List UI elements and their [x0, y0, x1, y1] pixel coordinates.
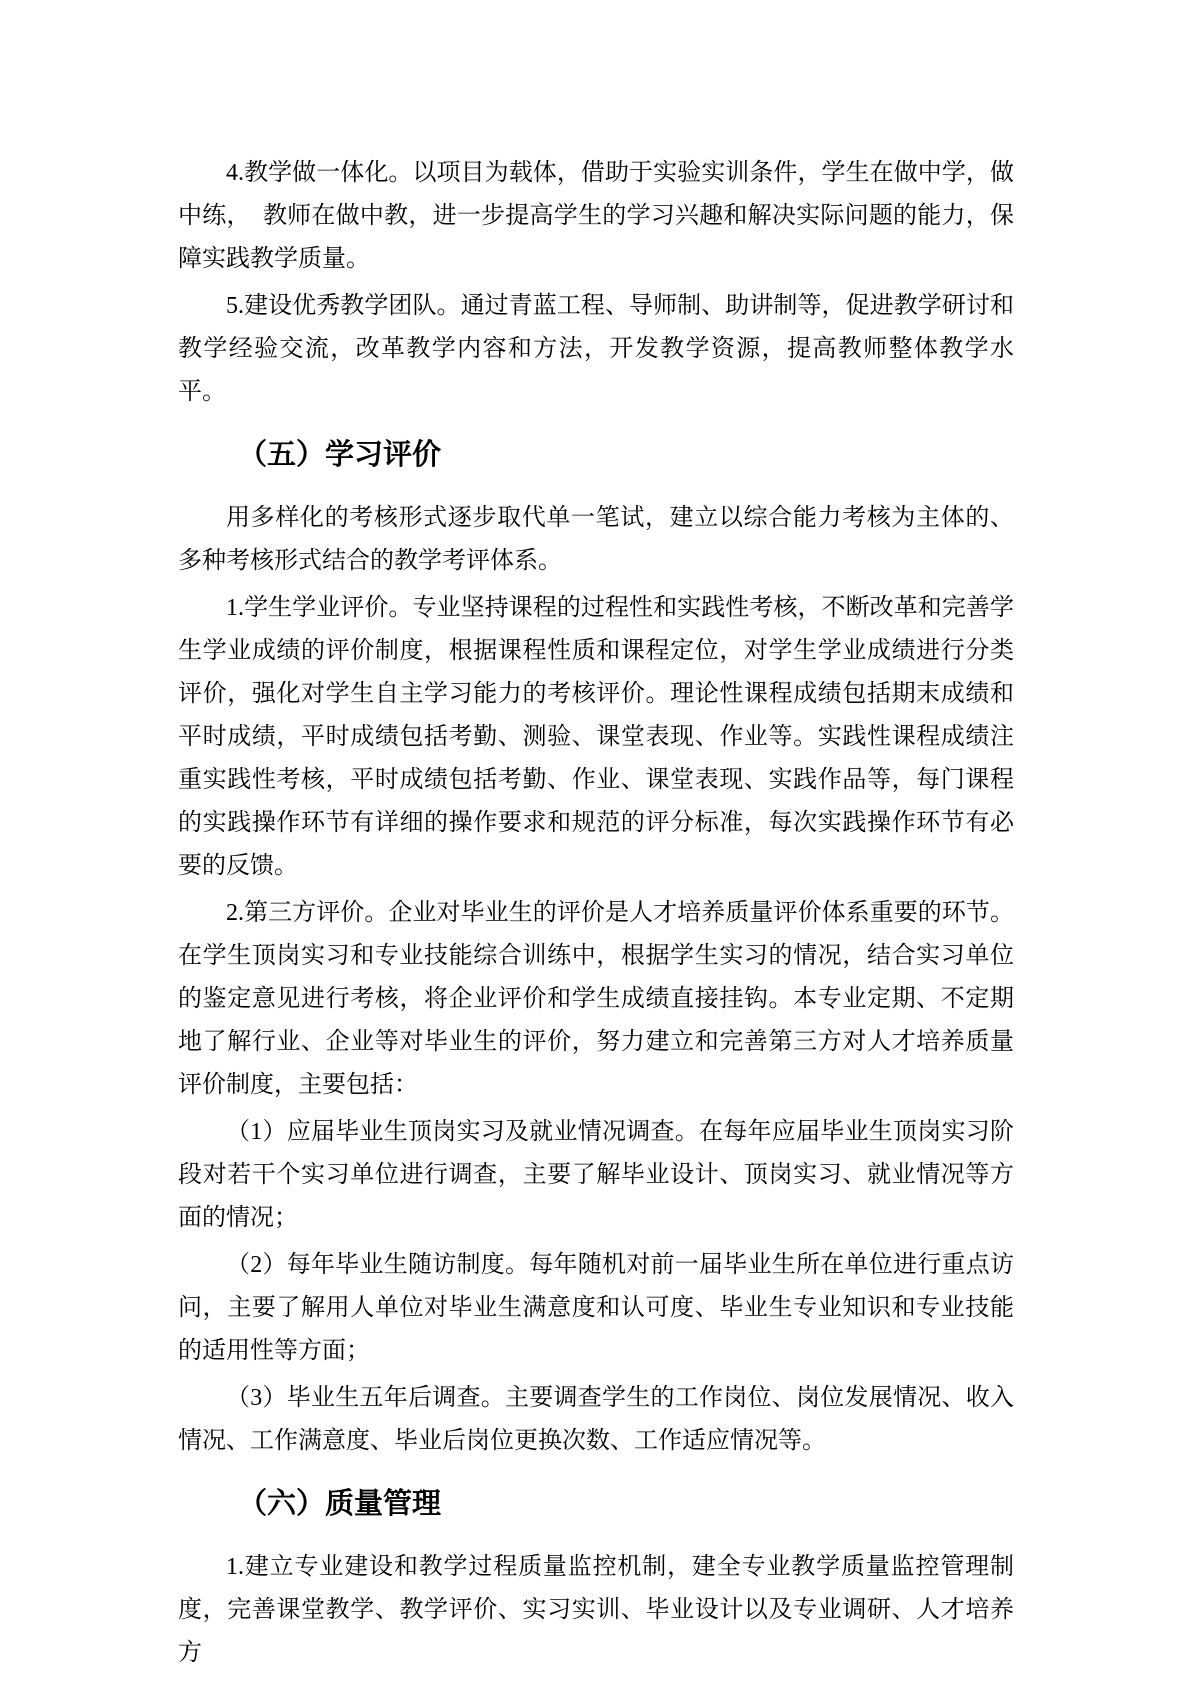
section-heading-5-learning-evaluation: （五）学习评价 [238, 439, 442, 471]
paragraph-excellent-teaching-team: 5.建设优秀教学团队。通过青蓝工程、导师制、助讲制等，促进教学研讨和教学经验交流，改革教学内容和方法，开发教学资源，提高教师整体教学水平。 [178, 293, 1014, 405]
paragraph-teaching-learning-doing-integration: 4.教学做一体化。以项目为载体，借助于实验实训条件，学生在做中学，做中练， 教师在做中教，进一步提高学生的学习兴趣和解决实际问题的能力，保障实践教学质量。 [178, 160, 1014, 272]
paragraph-quality-monitoring-mechanism: 1.建立专业建设和教学过程质量监控机制，建全专业教学质量监控管理制度，完善课堂教学、教学评价、实习实训、毕业设计以及专业调研、人才培养方 [178, 1554, 1014, 1666]
paragraph-student-academic-evaluation: 1.学生学业评价。专业坚持课程的过程性和实践性考核，不断改革和完善学生学业成绩的评价制度，根据课程性质和课程定位，对学生学业成绩进行分类评价，强化对学生自主学习能力的考核评价。理论性课程成绩包括期末成绩和平时成绩，平时成绩包括考勤、测验、课堂表现、作业等。实践性课程成绩注重实践性考核，平时成绩包括考勤、作业、课堂表现、实践作品等，每门课程的实践操作环节有详细的操作要求和规范的评分标准，每次实践操作环节有必要的反馈。 [178, 595, 1014, 879]
paragraph-item-3-five-year-survey: （3）毕业生五年后调查。主要调查学生的工作岗位、岗位发展情况、收入情况、工作满意度、毕业后岗位更换次数、工作适应情况等。 [178, 1385, 1014, 1454]
paragraph-item-1-internship-employment-survey: （1）应届毕业生顶岗实习及就业情况调查。在每年应届毕业生顶岗实习阶段对若干个实习单位进行调查，主要了解毕业设计、顶岗实习、就业情况等方面的情况； [178, 1119, 1014, 1231]
page-content [178, 152, 1014, 1679]
paragraph-evaluation-intro: 用多样化的考核形式逐步取代单一笔试，建立以综合能力考核为主体的、多种考核形式结合的教学考评体系。 [178, 505, 1014, 574]
paragraph-third-party-evaluation: 2.第三方评价。企业对毕业生的评价是人才培养质量评价体系重要的环节。在学生顶岗实习和专业技能综合训练中，根据学生实习的情况，结合实习单位的鉴定意见进行考核，将企业评价和学生成绩直接挂钩。本专业定期、不定期地了解行业、企业等对毕业生的评价，努力建立和完善第三方对人才培养质量评价制度，主要包括： [178, 900, 1014, 1098]
section-heading-6-quality-management: （六）质量管理 [238, 1488, 442, 1520]
paragraph-item-2-graduate-follow-up-system: （2）每年毕业生随访制度。每年随机对前一届毕业生所在单位进行重点访问，主要了解用人单位对毕业生满意度和认可度、毕业生专业知识和专业技能的适用性等方面； [178, 1252, 1014, 1364]
